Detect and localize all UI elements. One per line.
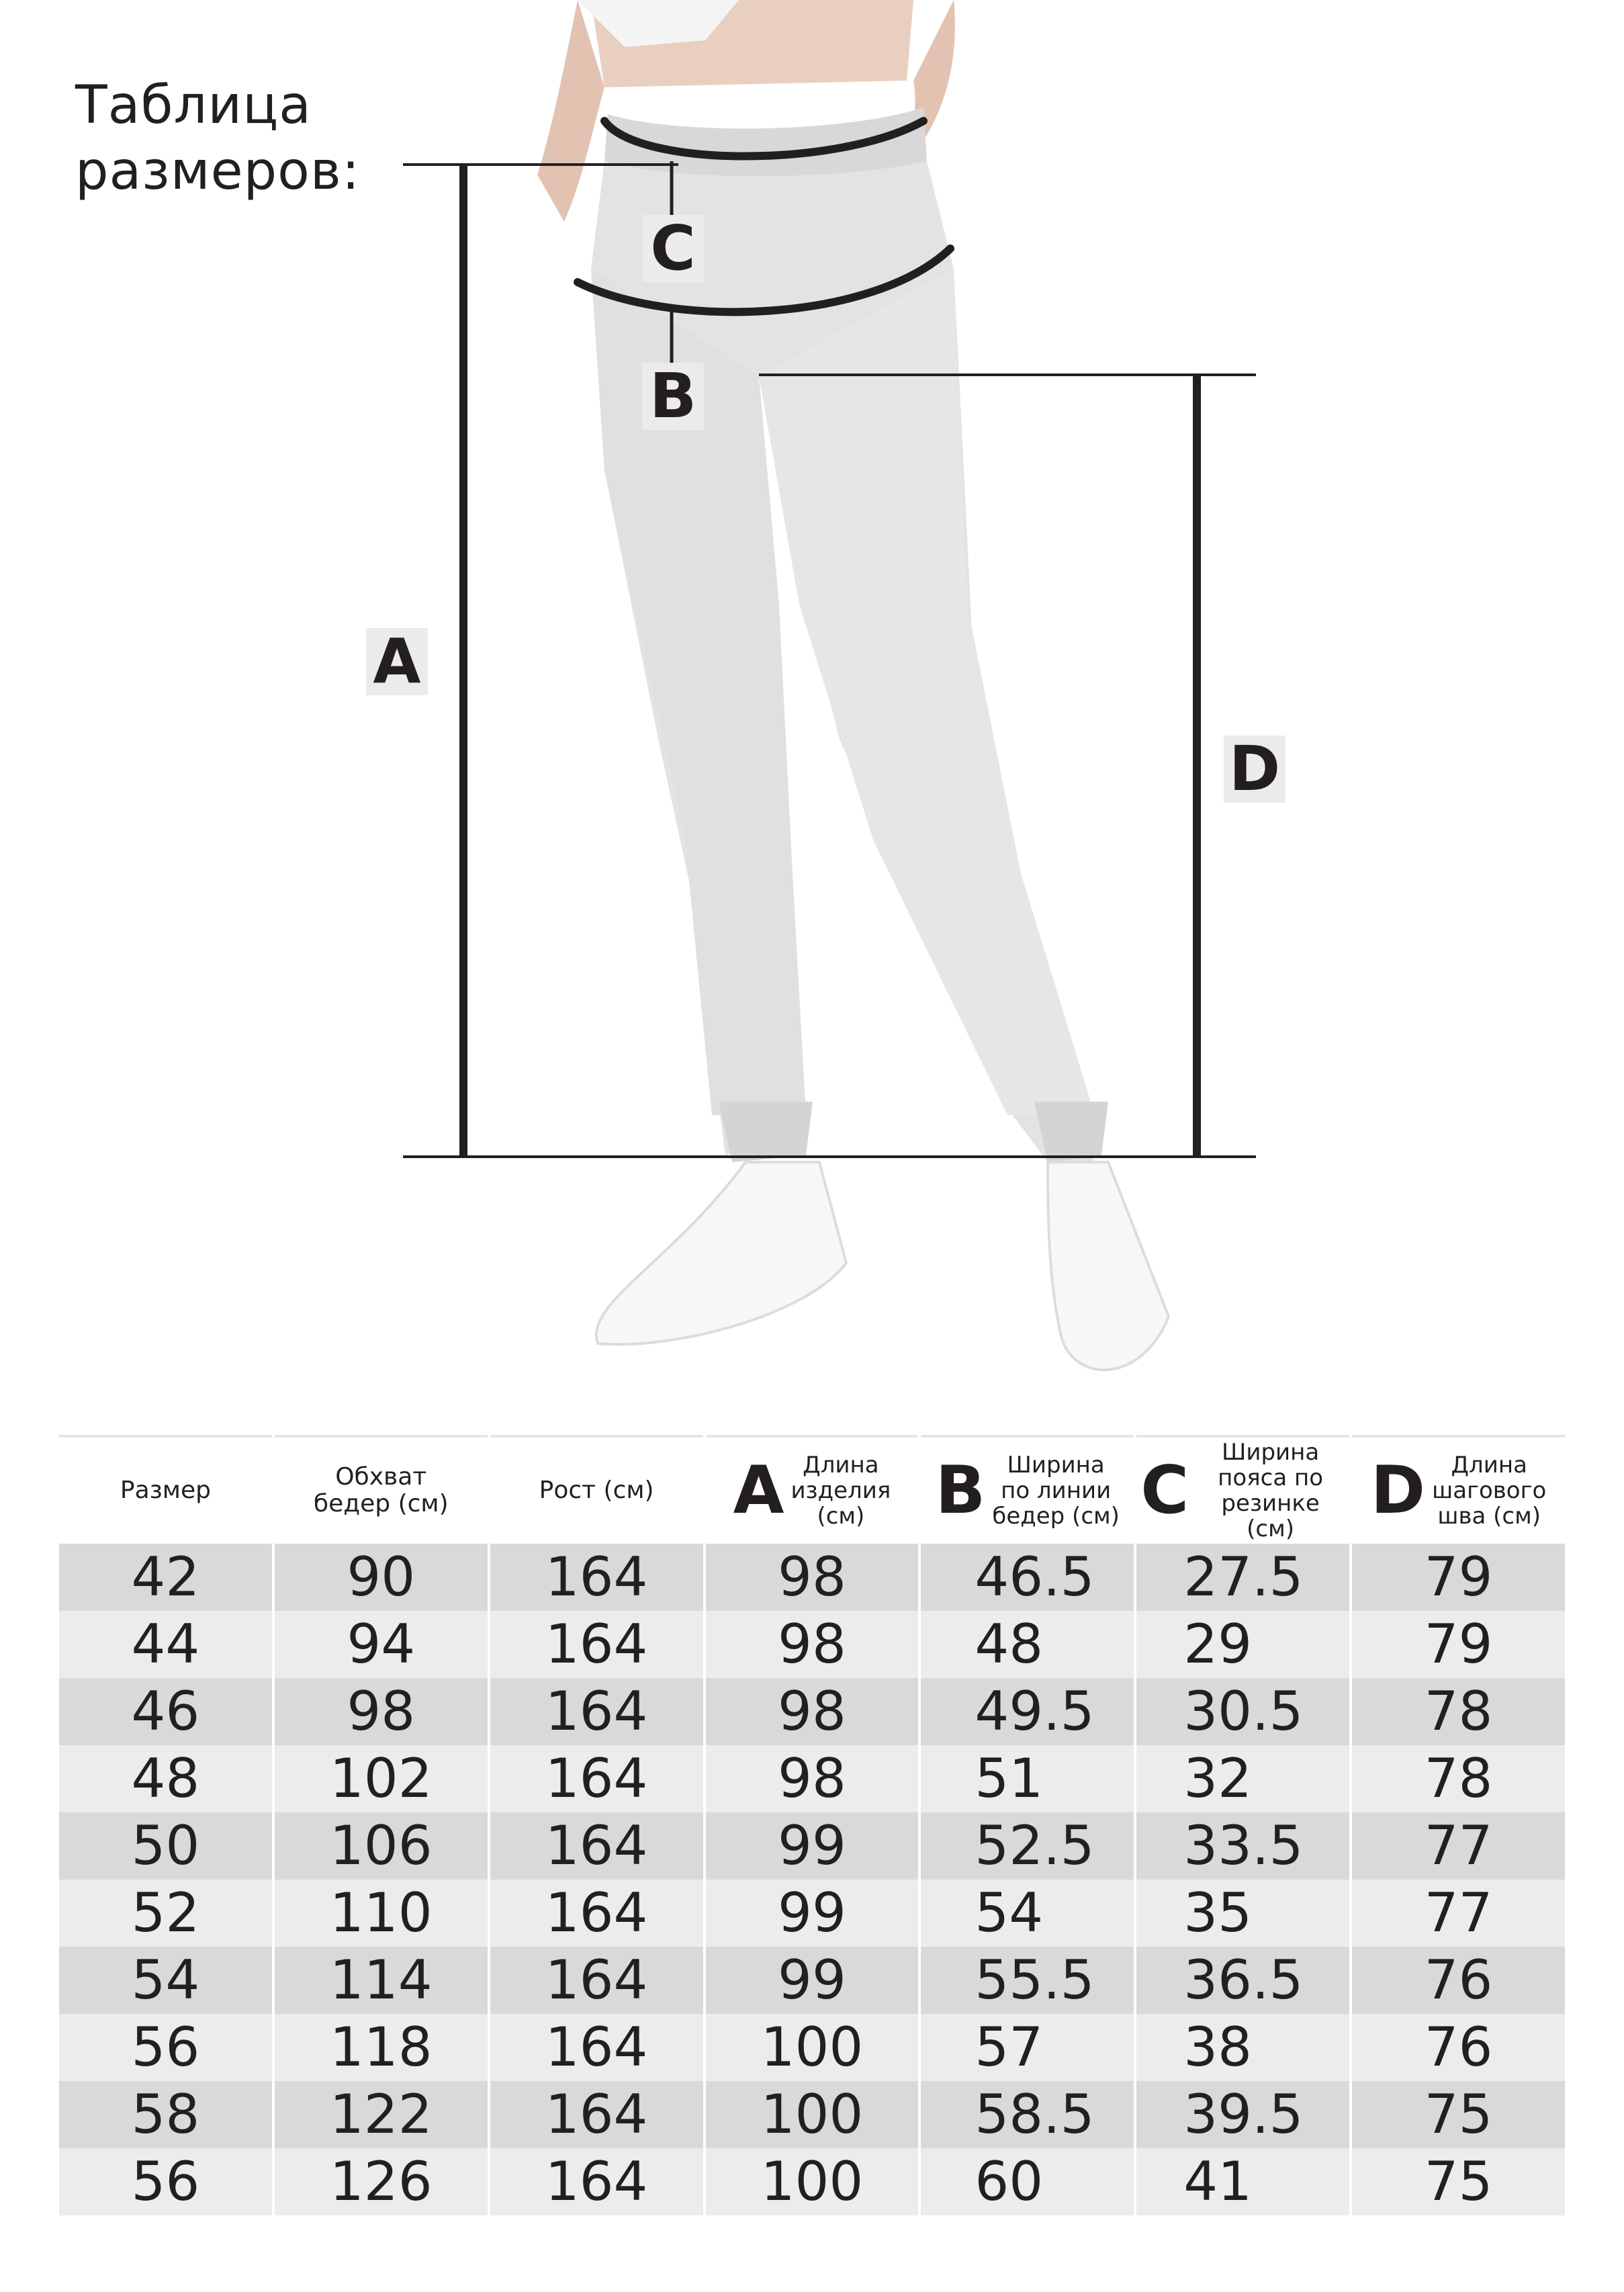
cell-length: 98 xyxy=(706,1611,919,1678)
cell-waist-width: 39.5 xyxy=(1136,2081,1349,2148)
cell-size: 44 xyxy=(59,1611,272,1678)
cell-hip-girth: 106 xyxy=(275,1812,488,1880)
cell-size: 56 xyxy=(59,2014,272,2081)
cell-hip-width: 51 xyxy=(921,1745,1134,1812)
table-row xyxy=(59,1611,1565,1678)
cell-hip-girth: 94 xyxy=(275,1611,488,1678)
cell-hip-width: 54 xyxy=(921,1880,1134,1947)
cell-height: 164 xyxy=(490,2148,703,2215)
cell-size: 42 xyxy=(59,1544,272,1611)
cell-length: 99 xyxy=(706,1880,919,1947)
size-table-header xyxy=(59,1435,1565,1544)
table-row xyxy=(59,1947,1565,2014)
cell-height: 164 xyxy=(490,1678,703,1745)
cell-hip-width: 46.5 xyxy=(921,1544,1134,1611)
cell-hip-girth: 98 xyxy=(275,1678,488,1745)
left-shoe xyxy=(596,1162,846,1344)
left-cuff xyxy=(719,1102,813,1162)
cell-hip-girth: 126 xyxy=(275,2148,488,2215)
cell-hip-width: 52.5 xyxy=(921,1812,1134,1880)
cell-height: 164 xyxy=(490,1745,703,1812)
cell-inseam: 75 xyxy=(1352,2148,1565,2215)
cell-size: 56 xyxy=(59,2148,272,2215)
cell-waist-width: 38 xyxy=(1136,2014,1349,2081)
left-arm xyxy=(537,0,604,222)
cell-height: 164 xyxy=(490,1880,703,1947)
header-hip-girth: Обхват бедер (см) xyxy=(275,1435,488,1544)
table-row xyxy=(59,2014,1565,2081)
cell-inseam: 79 xyxy=(1352,1611,1565,1678)
cell-waist-width: 29 xyxy=(1136,1611,1349,1678)
header-hip-width-b: B Ширина по линии бедер (см) xyxy=(921,1435,1134,1544)
cell-inseam: 78 xyxy=(1352,1678,1565,1745)
cell-length: 98 xyxy=(706,1745,919,1812)
marker-c: C xyxy=(642,215,704,282)
cell-waist-width: 35 xyxy=(1136,1880,1349,1947)
cell-inseam: 75 xyxy=(1352,2081,1565,2148)
table-row xyxy=(59,2081,1565,2148)
cell-inseam: 78 xyxy=(1352,1745,1565,1812)
table-row xyxy=(59,1812,1565,1880)
cell-waist-width: 33.5 xyxy=(1136,1812,1349,1880)
cell-hip-width: 48 xyxy=(921,1611,1134,1678)
table-row xyxy=(59,2148,1565,2215)
cell-waist-width: 32 xyxy=(1136,1745,1349,1812)
cell-size: 48 xyxy=(59,1745,272,1812)
marker-b: B xyxy=(642,363,704,430)
table-row xyxy=(59,1745,1565,1812)
cell-hip-girth: 118 xyxy=(275,2014,488,2081)
cell-length: 100 xyxy=(706,2148,919,2215)
cell-length: 98 xyxy=(706,1544,919,1611)
header-waist-width-c: C Ширина пояса по резинке (см) xyxy=(1136,1435,1349,1544)
size-table xyxy=(56,1435,1568,2215)
cell-length: 99 xyxy=(706,1812,919,1880)
cell-inseam: 79 xyxy=(1352,1544,1565,1611)
cell-length: 100 xyxy=(706,2014,919,2081)
cell-waist-width: 27.5 xyxy=(1136,1544,1349,1611)
cell-height: 164 xyxy=(490,2081,703,2148)
cell-hip-girth: 102 xyxy=(275,1745,488,1812)
right-leg xyxy=(759,269,1095,1115)
cell-height: 164 xyxy=(490,1544,703,1611)
cell-size: 46 xyxy=(59,1678,272,1745)
header-inseam-d: D Длина шагового шва (см) xyxy=(1352,1435,1565,1544)
table-row xyxy=(59,1678,1565,1745)
cell-hip-width: 60 xyxy=(921,2148,1134,2215)
page-title: Таблица размеров: xyxy=(75,75,361,202)
cell-waist-width: 36.5 xyxy=(1136,1947,1349,2014)
cell-hip-girth: 114 xyxy=(275,1947,488,2014)
cell-length: 100 xyxy=(706,2081,919,2148)
cell-size: 52 xyxy=(59,1880,272,1947)
table-row xyxy=(59,1880,1565,1947)
cell-length: 98 xyxy=(706,1678,919,1745)
cell-hip-width: 57 xyxy=(921,2014,1134,2081)
table-row xyxy=(59,1544,1565,1611)
header-height: Рост (см) xyxy=(490,1435,703,1544)
cell-height: 164 xyxy=(490,1611,703,1678)
cell-hip-girth: 90 xyxy=(275,1544,488,1611)
marker-a: A xyxy=(366,628,428,695)
cell-size: 58 xyxy=(59,2081,272,2148)
cell-hip-girth: 122 xyxy=(275,2081,488,2148)
cell-length: 99 xyxy=(706,1947,919,2014)
header-size: Размер xyxy=(59,1435,272,1544)
cell-waist-width: 41 xyxy=(1136,2148,1349,2215)
cell-hip-width: 58.5 xyxy=(921,2081,1134,2148)
cell-waist-width: 30.5 xyxy=(1136,1678,1349,1745)
cell-height: 164 xyxy=(490,2014,703,2081)
cell-size: 50 xyxy=(59,1812,272,1880)
cell-size: 54 xyxy=(59,1947,272,2014)
cell-inseam: 77 xyxy=(1352,1880,1565,1947)
cell-hip-width: 55.5 xyxy=(921,1947,1134,2014)
cell-hip-width: 49.5 xyxy=(921,1678,1134,1745)
cell-height: 164 xyxy=(490,1947,703,2014)
right-shoe xyxy=(1048,1162,1169,1370)
cell-inseam: 77 xyxy=(1352,1812,1565,1880)
header-length-a: A Длина изделия (см) xyxy=(706,1435,919,1544)
cell-hip-girth: 110 xyxy=(275,1880,488,1947)
cell-height: 164 xyxy=(490,1812,703,1880)
cell-inseam: 76 xyxy=(1352,2014,1565,2081)
marker-d: D xyxy=(1224,736,1285,803)
cell-inseam: 76 xyxy=(1352,1947,1565,2014)
